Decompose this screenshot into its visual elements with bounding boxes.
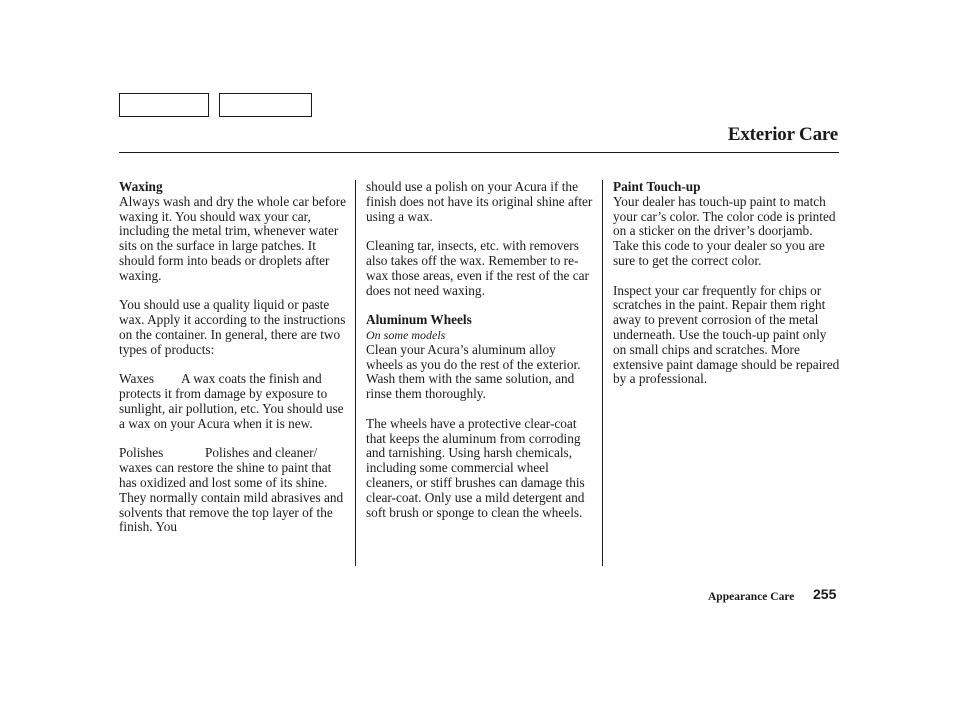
page-number: 255	[813, 586, 837, 602]
waxing-paragraph-2: You should use a quality liquid or paste wax. Apply it according to the instructions on the container. In general, there are two types of products:	[119, 297, 346, 357]
section-tab-box-2	[219, 93, 312, 117]
touchup-paragraph-1: Your dealer has touch-up paint to match your car’s color. The color code is printed on a sticker on the driver’s doorjamb. Take this code to your dealer so you are sure to get the correct color.	[613, 193, 836, 268]
column-2	[366, 180, 594, 535]
polishes-definition	[119, 446, 347, 535]
column-1	[119, 180, 347, 550]
waxes-term: Waxes	[119, 371, 155, 387]
header-rule	[119, 152, 839, 153]
polishes-text: Polishes and cleaner/ waxes can restore the shine to paint that has oxidized and lost some of its shine. They normally contain mild abrasives and solvents that remove the top layer of the finish. You	[119, 445, 344, 535]
waxing-paragraph-1: Always wash and dry the whole car before waxing it. You should wax your car, including the metal trim, whenever water sits on the surface in large patches. It should form into beads or droplets after waxing.	[119, 193, 347, 283]
column-3	[613, 180, 841, 402]
aluminum-wheels-subtitle: On some models	[366, 327, 446, 342]
section-tab-box-1	[119, 93, 209, 117]
paint-touchup-heading: Paint Touch-up	[613, 179, 701, 194]
page-title: Exterior Care	[727, 124, 838, 145]
wheels-paragraph-2: The wheels have a protective clear-coat that keeps the aluminum from corroding and tarnishing. Using harsh chemicals, including some commercial wheel cleaners, or stiff brushes can damage this clear-coat. Only use a mild detergent and soft brush or sponge to clean the wheels.	[366, 415, 585, 520]
waxing-heading: Waxing	[119, 179, 163, 194]
waxes-text: A wax coats the finish and protects it from damage by exposure to sunlight, air pollution, etc. You should use a wax on your Acura when it is new.	[119, 371, 344, 431]
polish-continued-paragraph: should use a polish on your Acura if the finish does not have its original shine after using a wax.	[366, 179, 593, 224]
column-divider-2	[602, 180, 603, 566]
wheels-paragraph-1: Clean your Acura’s aluminum alloy wheels as you do the rest of the exterior. Wash them with the same solution, and rinse them thoroughly.	[366, 341, 581, 402]
footer-section-label: Appearance Care	[708, 591, 795, 603]
tar-removal-paragraph: Cleaning tar, insects, etc. with removers also takes off the wax. Remember to re-wax those areas, even if the rest of the car does not need waxing.	[366, 238, 589, 298]
touchup-paragraph-2: Inspect your car frequently for chips or scratches in the paint. Repair them right away to prevent corrosion of the metal underneath. Use the touch-up paint only on small chips and scratches. More extensive paint damage should be repaired by a professional.	[613, 282, 840, 387]
column-divider-1	[355, 180, 356, 566]
polishes-term: Polishes	[119, 445, 164, 461]
waxes-definition	[119, 372, 347, 431]
aluminum-wheels-heading: Aluminum Wheels	[366, 312, 472, 328]
